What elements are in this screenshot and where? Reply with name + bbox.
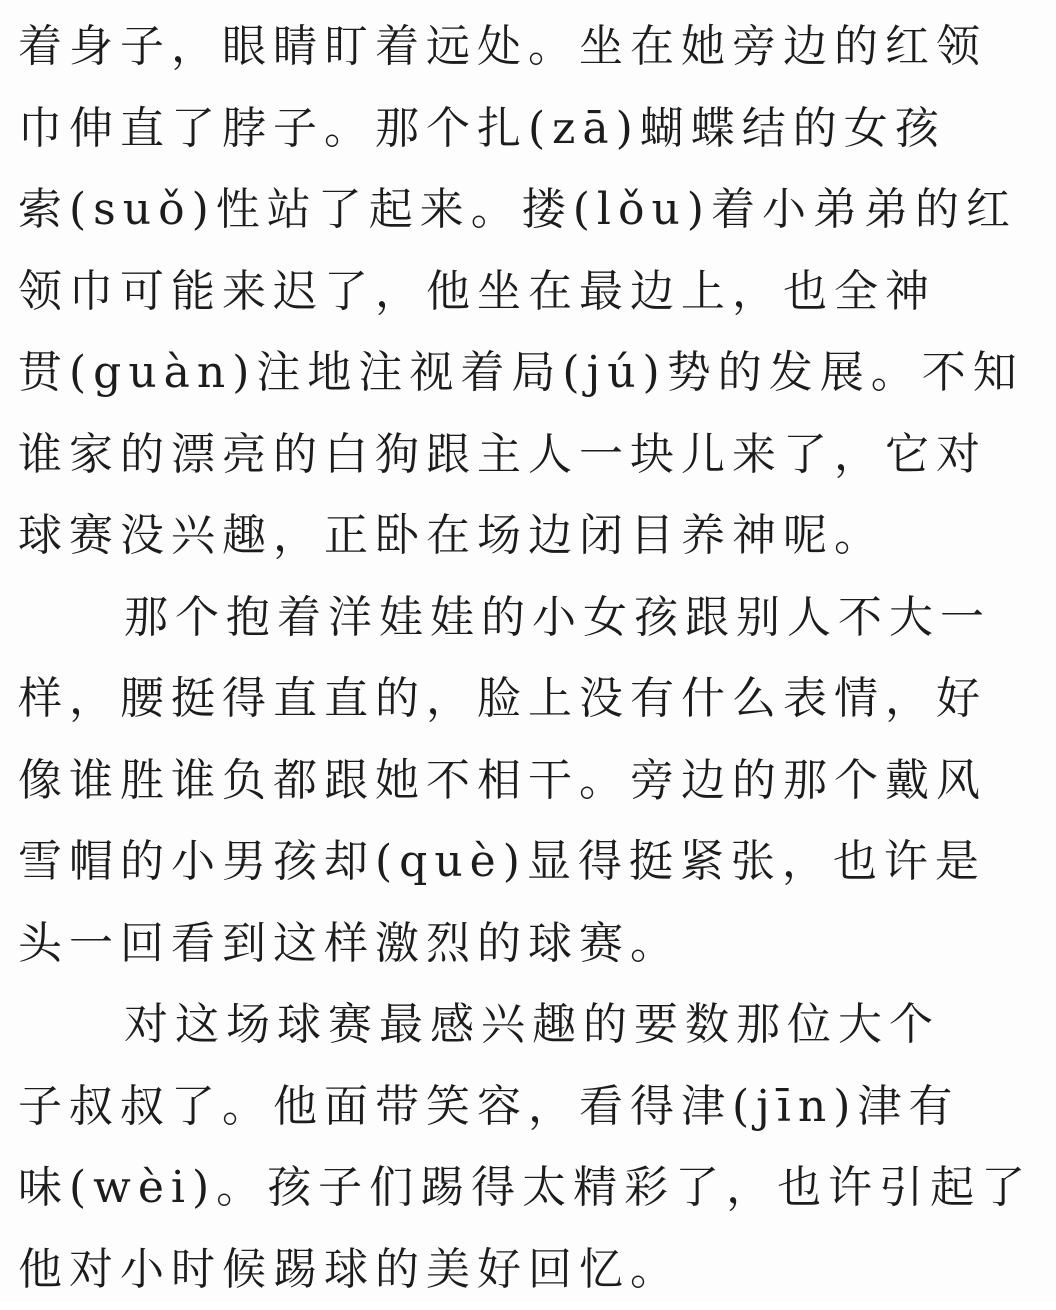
text-line: 着身子，眼睛盯着远处。坐在她旁边的红领 bbox=[18, 6, 1038, 88]
text-line: 谁家的漂亮的白狗跟主人一块儿来了，它对 bbox=[18, 414, 1038, 496]
text-line: 雪帽的小男孩却(què)显得挺紧张，也许是 bbox=[18, 821, 1038, 903]
text-line: 巾伸直了脖子。那个扎(zā)蝴蝶结的女孩 bbox=[18, 88, 1038, 170]
text-line: 索(suǒ)性站了起来。搂(lǒu)着小弟弟的红 bbox=[18, 169, 1038, 251]
paragraph-start-line: 对这场球赛最感兴趣的要数那位大个 bbox=[18, 984, 1038, 1066]
text-line: 领巾可能来迟了，他坐在最边上，也全神 bbox=[18, 251, 1038, 333]
paragraph-start-line: 那个抱着洋娃娃的小女孩跟别人不大一 bbox=[18, 577, 1038, 659]
text-line: 贯(guàn)注地注视着局(jú)势的发展。不知 bbox=[18, 332, 1038, 414]
text-line: 子叔叔了。他面带笑容，看得津(jīn)津有 bbox=[18, 1066, 1038, 1148]
text-line: 样，腰挺得直直的，脸上没有什么表情，好 bbox=[18, 658, 1038, 740]
text-line: 球赛没兴趣，正卧在场边闭目养神呢。 bbox=[18, 495, 1038, 577]
text-line: 他对小时候踢球的美好回忆。 bbox=[18, 1229, 1038, 1310]
text-line: 味(wèi)。孩子们踢得太精彩了，也许引起了 bbox=[18, 1147, 1038, 1229]
document-text bbox=[18, 6, 1038, 1310]
text-line: 像谁胜谁负都跟她不相干。旁边的那个戴风 bbox=[18, 740, 1038, 822]
text-line: 头一回看到这样激烈的球赛。 bbox=[18, 903, 1038, 985]
